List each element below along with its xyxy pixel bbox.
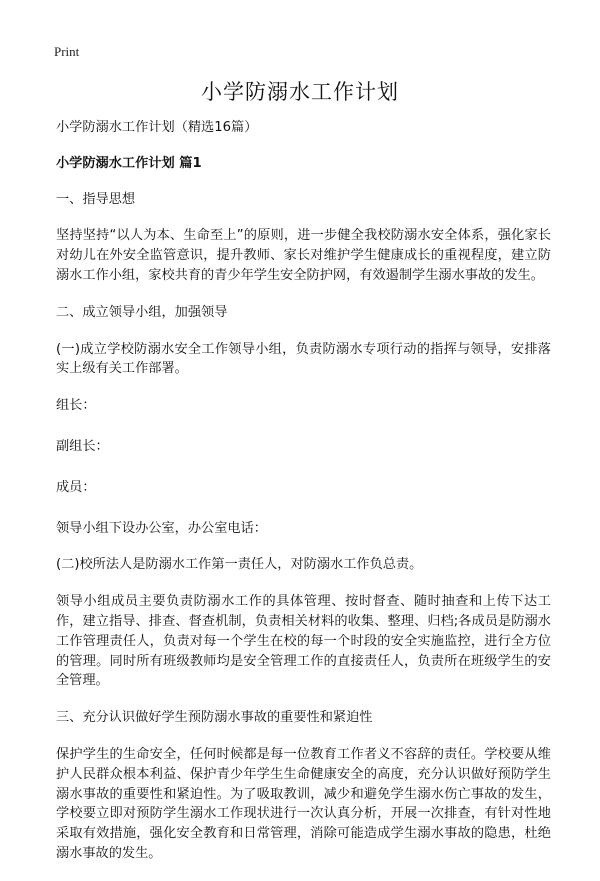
paragraph-guiding-ideology-heading: 一、指导思想 [56,191,136,207]
article-subtitle: 小学防溺水工作计划（精选16篇） [56,120,258,135]
paragraph-group-leader: 组长： [56,398,96,414]
paragraph-guiding-ideology: 坚持坚持“以人为本、生命至上”的原则，进一步健全我校防溺水安全体系，强化家长对幼儿在外安全监管意识，提升教师、家长对维护学生健康成长的重视程度，建立防溺水工作小组，家校共育的青少年学生安全防护网，有效遏制学生溺水事故的发生。 [56,228,551,283]
page-title: 小学防溺水工作计划 [201,80,399,104]
paragraph-awareness-details: 保护学生的生命安全，任何时候都是每一位教育工作者义不容辞的责任。学校要从维护人民群众根本利益、保护青少年学生生命健康安全的高度，充分认识做好预防学生溺水事故的重要性和紧迫性。为了吸取教训，减少和避免学生溺水伤亡事故的发生，学校要立即对预防学生溺水工作现状进行一次认真分析，开展一次排查，有针对性地采取有效措施，强化安全教育和日常管理，消除可能造成学生溺水事故的隐患，杜绝溺水事故的发生。 [56,746,551,861]
paragraph-office-phone: 领导小组下设办公室，办公室电话： [56,520,267,536]
paragraph-leadership-group: (一)成立学校防溺水安全工作领导小组，负责防溺水专项行动的指挥与领导，安排落实上级有关工作部署。 [56,341,551,377]
article-body [56,118,551,881]
print-link[interactable]: Print [54,44,80,59]
paragraph-legal-responsibility: (二)校所法人是防溺水工作第一责任人，对防溺水工作负总责。 [56,557,423,573]
paragraph-members: 成员： [56,479,96,495]
paragraph-leadership-heading: 二、成立领导小组，加强领导 [56,304,228,320]
section-heading: 小学防溺水工作计划 篇1 [56,155,202,171]
paragraph-member-duties: 领导小组成员主要负责防溺水工作的具体管理、按时督查、随时抽查和上传下达工作，建立指导、排查、督查机制，负责相关材料的收集、整理、归档;各成员是防溺水工作管理责任人，负责对每一个学生在校的每一个时段的安全实施监控，进行全方位的管理。同时所有班级教师均是安全管理工作的直接责任人，负责所在班级学生的安全管理。 [56,594,551,689]
paragraph-deputy-leader: 副组长： [56,438,109,454]
paragraph-awareness-heading: 三、充分认识做好学生预防溺水事故的重要性和紧迫性 [56,710,373,726]
